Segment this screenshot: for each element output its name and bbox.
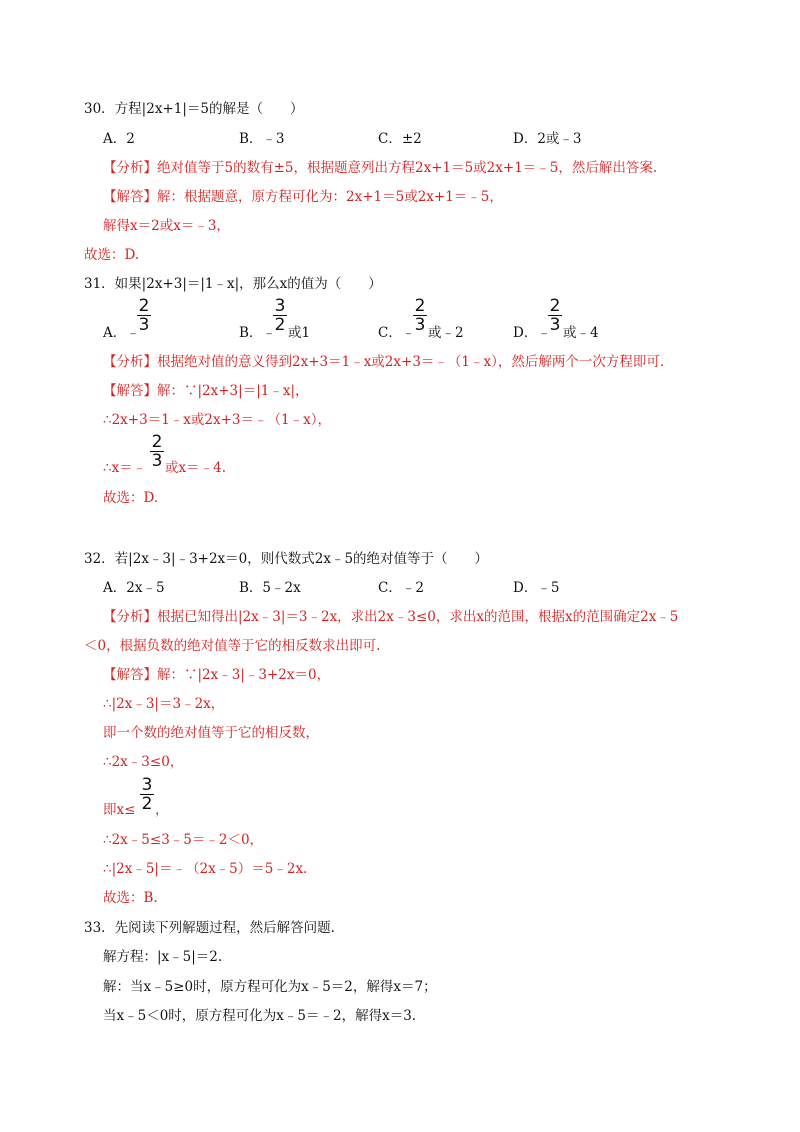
q31-answer: 【解答】解：∵|2x+3|＝|1﹣x|， (103, 383, 309, 399)
q33-stem: 33．先阅读下列解题过程，然后解答问题. (84, 920, 335, 936)
fraction-numerator: 2 (414, 296, 426, 316)
q30-answer: 【解答】解：根据题意，原方程可化为：2x+1＝5或2x+1＝﹣5， (103, 189, 503, 205)
fraction-numerator: 2 (549, 296, 561, 316)
fraction-numerator: 3 (274, 296, 286, 316)
q30-option-a: A．2 (103, 131, 135, 147)
fraction-denominator: 2 (274, 315, 286, 335)
q31-analysis: 【分析】根据绝对值的意义得到2x+3＝1﹣x或2x+3＝﹣（1﹣x），然后解两个一次方程即可. (103, 354, 665, 370)
fraction-numerator: 2 (138, 296, 150, 316)
fraction-denominator: 3 (549, 315, 561, 335)
q33-line3: 当x﹣5＜0时，原方程可化为x﹣5＝﹣2，解得x＝3. (103, 1008, 417, 1024)
q30-option-c: C．±2 (378, 131, 422, 147)
fraction-numerator: 2 (151, 432, 163, 452)
q32-answer: 【解答】解：∵|2x﹣3|﹣3+2x＝0， (103, 667, 331, 683)
q33-line1: 解方程：|x﹣5|＝2. (103, 949, 223, 965)
q31-choice: 故选：D. (103, 490, 159, 506)
q31-option-d-fraction (548, 298, 562, 333)
q32-step6: ∴|2x﹣5|＝﹣（2x﹣5）＝5﹣2x. (103, 861, 308, 877)
fraction-denominator: 3 (138, 315, 150, 335)
q30-stem: 30．方程|2x+1|＝5的解是（ ） (84, 101, 304, 117)
q32-step3: ∴2x﹣3≤0， (103, 754, 184, 770)
q31-option-c-label: C．﹣ (378, 325, 416, 341)
q31-option-d-label: D．﹣ (513, 325, 551, 341)
q31-step1: ∴2x+3＝1﹣x或2x+3＝﹣（1﹣x）， (103, 412, 331, 428)
q32-option-a: A．2x﹣5 (103, 580, 165, 596)
q32-step4-fraction (140, 777, 154, 812)
q32-step1: ∴|2x﹣3|＝3﹣2x， (103, 696, 225, 712)
fraction-denominator: 3 (151, 451, 163, 471)
q31-step2-pre: ∴x＝﹣ (103, 460, 147, 476)
q32-step5: ∴2x﹣5≤3﹣5＝﹣2＜0， (103, 832, 264, 848)
fraction-numerator: 3 (141, 775, 153, 795)
q30-choice: 故选：D. (84, 247, 140, 263)
q30-analysis: 【分析】绝对值等于5的数有±5，根据题意列出方程2x+1＝5或2x+1＝﹣5，然后解出答案. (103, 160, 658, 176)
q32-step4-pre: 即x≤ (103, 802, 136, 818)
q31-option-c-tail: 或﹣2 (428, 325, 464, 341)
q32-analysis-line1: 【分析】根据已知得出|2x﹣3|＝3﹣2x，求出2x﹣3≤0，求出x的范围，根据x的范围确定2x﹣5 (103, 609, 679, 625)
q31-option-a-fraction (137, 298, 151, 333)
q31-option-a-label: A．﹣ (103, 325, 140, 341)
q31-option-b-fraction (273, 298, 287, 333)
q31-step2-post: 或x＝﹣4. (165, 460, 226, 476)
q32-stem: 32．若|2x﹣3|﹣3+2x＝0，则代数式2x﹣5的绝对值等于（ ） (84, 551, 489, 567)
q32-step2: 即一个数的绝对值等于它的相反数， (103, 725, 319, 741)
q32-analysis-line2: ＜0，根据负数的绝对值等于它的相反数求出即可. (84, 638, 381, 654)
q30-option-d: D．2或﹣3 (513, 131, 582, 147)
q32-option-c: C．﹣2 (378, 580, 424, 596)
q30-solve: 解得x＝2或x＝﹣3， (103, 218, 230, 234)
q31-option-b-tail: 或1 (288, 325, 311, 341)
q30-option-b: B．﹣3 (239, 131, 285, 147)
q32-option-d: D．﹣5 (513, 580, 560, 596)
q32-option-b: B．5﹣2x (239, 580, 301, 596)
q33-line2: 解：当x﹣5≥0时，原方程可化为x﹣5＝2，解得x＝7； (103, 979, 437, 995)
q31-option-c-fraction (413, 298, 427, 333)
fraction-denominator: 3 (414, 315, 426, 335)
q31-option-d-tail: 或﹣4 (563, 325, 599, 341)
q32-choice: 故选：B. (103, 890, 158, 906)
q31-stem: 31．如果|2x+3|＝|1﹣x|，那么x的值为（ ） (84, 276, 382, 292)
q31-option-b-label: B．﹣ (239, 325, 276, 341)
q32-step4-post: ， (155, 802, 169, 818)
q31-step2-fraction (150, 434, 164, 469)
fraction-denominator: 2 (141, 794, 153, 814)
